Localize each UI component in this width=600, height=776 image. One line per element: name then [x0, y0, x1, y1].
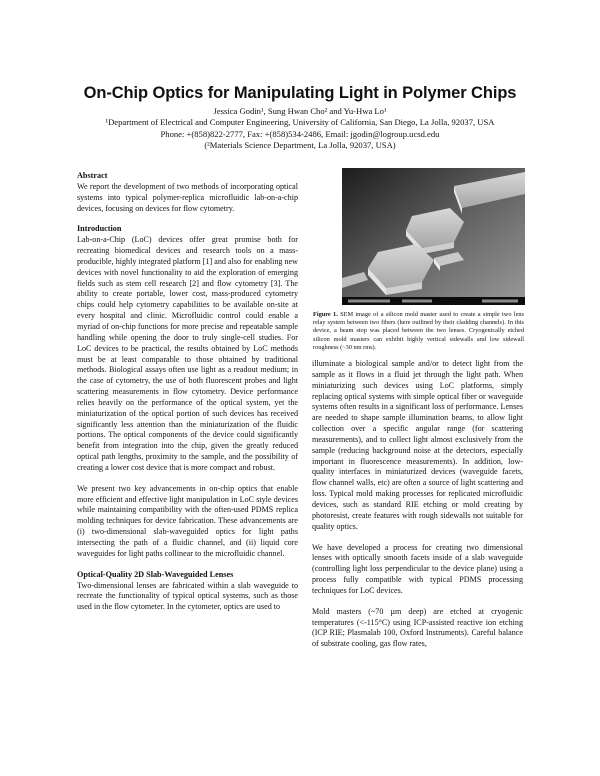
author-block	[0, 106, 600, 151]
right-paragraph-3: Mold masters (~70 µm deep) are etched at cryogenic temperatures (<-115°C) using ICP-assisted reactive ion etching (ICP RIE; Plasmalab 100, Oxford Instruments). Careful balance of substrate cooling, gas flow rates,	[312, 606, 523, 649]
figure-label: Figure 1.	[313, 311, 338, 318]
figure-caption	[313, 311, 524, 352]
introduction-paragraph-2: We present two key advancements in on-chip optics that enable more efficient and effective light manipulation in LoC style devices while maintaining compatibility with the often-used PDMS replica molding techniques for device fabrication. These advancements are (i) two-dimensional slab-waveguided optics for light paths intersecting the path of a fluidic channel, and (ii) liquid core waveguides for light paths collinear to the microfluidic channel.	[77, 483, 298, 558]
figure-sem-image	[342, 168, 525, 305]
introduction-heading: Introduction	[77, 224, 122, 234]
author-affiliation-2: (²Materials Science Department, La Jolla, 92037, USA)	[204, 139, 396, 150]
sem-micrograph	[342, 168, 525, 305]
introduction-paragraph-1: Lab-on-a-Chip (LoC) devices offer great promise both for recreating biomedical devices and research tools on a mass-producible, highly integrated platform [1] and also for enabling new devices with novel functionality to aid the exploration of emerging fields such as stem cell research [2] and flow cytometry [3]. The ability to create portable, lower cost, mass-produced cytometry chips could help cytometry capabilities to be available on-site at every hospital and clinic. Microfluidic control could enable a myriad of on-chip functions for more precise and repeatable sample handling while opening the door to truly single-cell studies. For LoC devices to be practical, the results obtained by LoC methods must be at least comparable to those obtained by traditional methods. Biological assays often use light as a readout medium; in the case of cytometry, the use of both fluorescent probes and light scattering measurements in flow cytometry. Device performance relies heavily on the performance of the optical system, yet the miniaturization of the optical portion of such devices has received significantly less attention than the miniaturization of the fluidic portions. The optical components of the device could significantly benefit from integration into the chip, given the greatly reduced optical path lengths, proximity to the sample, and the possibility of creating a lower cost device that is more compact and robust.	[77, 235, 298, 472]
figure-caption-text: SEM image of a silicon mold master used to create a simple two lens relay system between two fibers (here outlined by their cladding channels). In this device, a beam stop was placed between the two lenses. Cryogenically etched silicon mold masters can exhibit highly vertical sidewalls and low sidewall roughness (~30 nm rms).	[313, 311, 524, 351]
section-paragraph-slab-lenses: Two-dimensional lenses are fabricated within a slab waveguide to recreate the functionality of typical optical systems, such as those used in the flow cytometer. In the cytometer, optics are used to	[77, 580, 298, 612]
right-paragraph-1: illuminate a biological sample and/or to detect light from the sample as it flows in a fluid jet through the light path. When miniaturizing such devices using LoC platforms, simply replacing optical systems with simple optical fiber or waveguide systems often results in a significant loss of performance. Lenses are needed to shape sample illumination beams, to allow light collection over a specific angular range (for scattering measurements), and to collect light almost exclusively from the sample (reducing background noise at the detectors, especially important in fluorescence measurements). In addition, low-quality interfaces in miniaturized devices (waveguide facets, flow channel walls, etc) are often a source of light scattering and loss. Typical mold making processes for replicated microfluidic devices, such as standard RIE etching or mold creating by photoresist, create features with rough sidewalls not suitable for quality optics.	[312, 359, 523, 531]
abstract-text: We report the development of two methods of incorporating optical systems into typical polymer-replica microfluidic lab-on-a-chip devices, focusing on devices for flow cytometry.	[77, 181, 298, 213]
author-contact: Phone: +(858)822-2777, Fax: +(858)534-2486, Email: jgodin@logroup.ucsd.edu	[160, 128, 440, 139]
left-column	[77, 171, 298, 613]
right-column	[312, 359, 523, 650]
author-names: Jessica Godin¹, Sung Hwan Cho² and Yu-Hwa Lo¹	[213, 106, 387, 116]
paper-title: On-Chip Optics for Manipulating Light in Polymer Chips	[83, 84, 517, 102]
section-heading-slab-lenses: Optical-Quality 2D Slab-Waveguided Lenses	[77, 569, 234, 579]
author-affiliation: ¹Department of Electrical and Computer Engineering, University of California, San Diego, La Jolla, 92037, USA	[105, 117, 495, 128]
abstract-heading: Abstract	[77, 171, 108, 180]
right-paragraph-2: We have developed a process for creating two dimensional lenses with optically smooth facets inside of a slab waveguide (controlling light loss perpendicular to the device plane) using a process fully compatible with typical PDMS processing techniques for LoC devices.	[312, 542, 523, 595]
